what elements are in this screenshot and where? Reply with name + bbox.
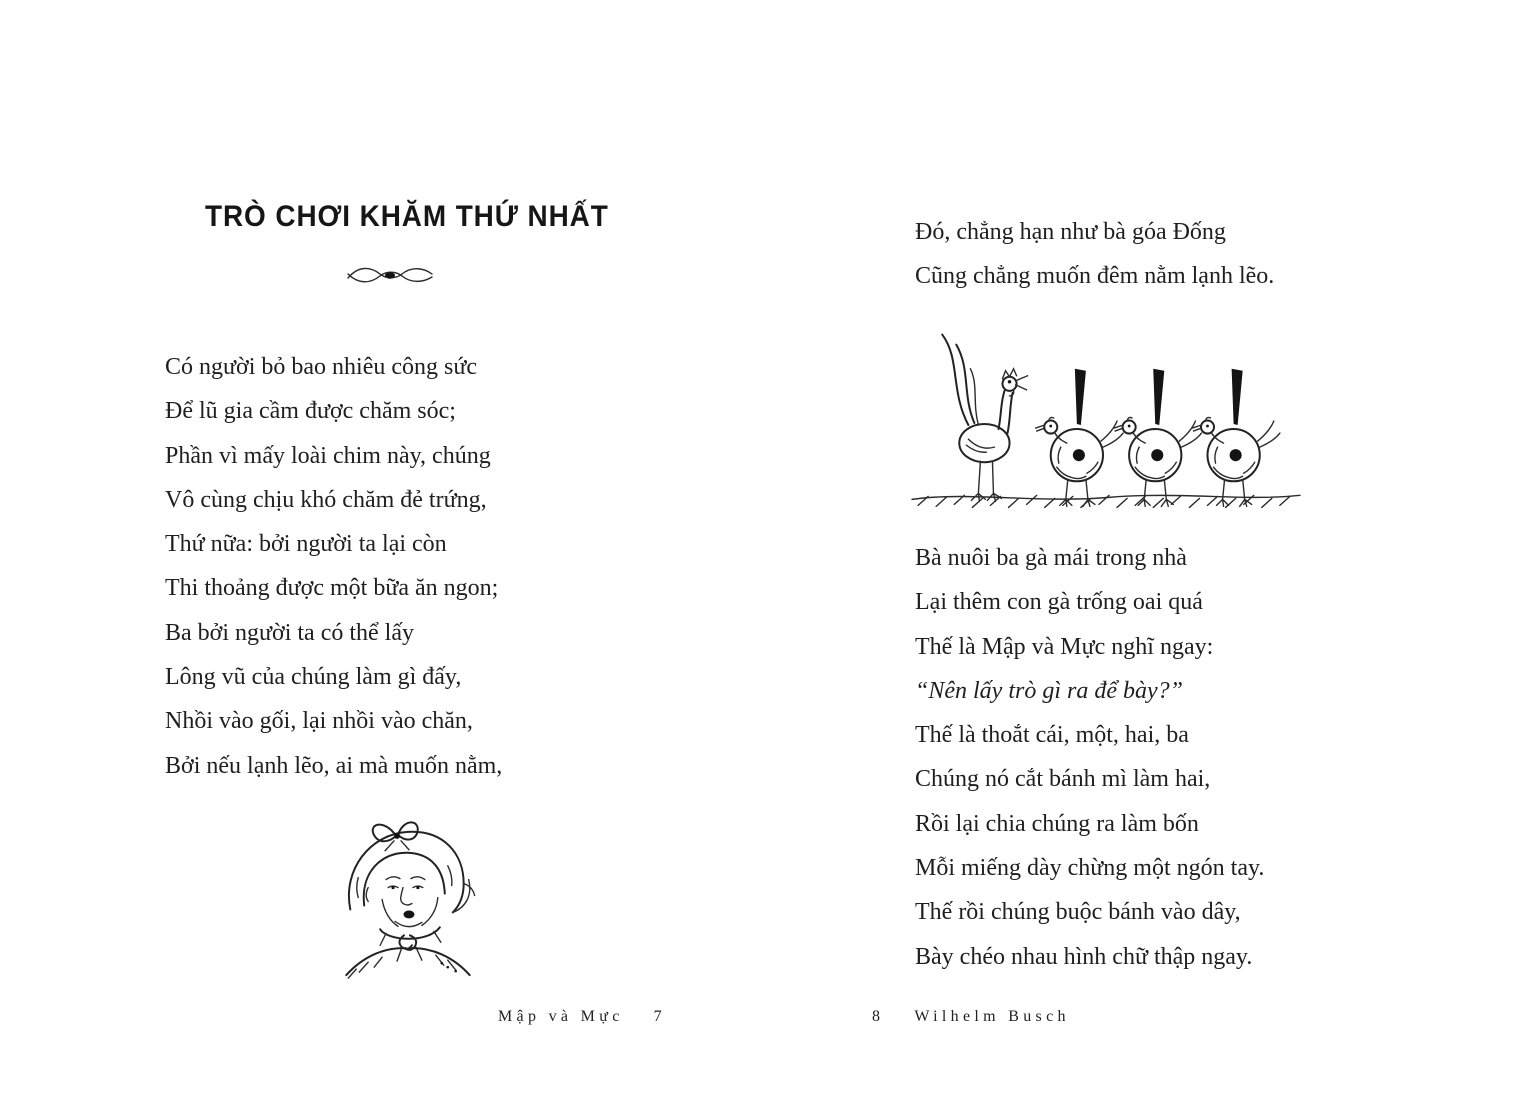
poem-line: Thế là Mập và Mực nghĩ ngay: <box>915 633 1214 660</box>
poem-line: Phần vì mấy loài chim này, chúng <box>165 442 491 469</box>
author-name: Wilhelm Busch <box>914 1008 1070 1025</box>
flourish-ornament-icon <box>344 260 436 292</box>
poem-line: Lông vũ của chúng làm gì đấy, <box>165 664 462 691</box>
page-number-left: 7 <box>653 1008 666 1025</box>
rooster-figure <box>942 335 1027 502</box>
right-poem-bottom <box>915 536 1264 979</box>
poem-line: Ba bởi người ta có thể lấy <box>165 619 414 646</box>
poem-line: Mỗi miếng dày chừng một ngón tay. <box>915 855 1265 882</box>
page-number-right: 8 <box>872 1008 885 1025</box>
poem-line: “Nên lấy trò gì ra để bày?” <box>915 677 1183 704</box>
right-poem-top <box>915 210 1274 299</box>
left-poem <box>165 345 502 788</box>
running-title: Mập và Mực <box>498 1008 624 1025</box>
poem-line: Bày chéo nhau hình chữ thập ngay. <box>915 943 1253 970</box>
rooster-and-hens-illustration <box>898 326 1310 516</box>
poem-line: Đó, chẳng hạn như bà góa Đống <box>915 219 1226 245</box>
poem-line: Bởi nếu lạnh lẽo, ai mà muốn nằm, <box>165 752 503 779</box>
chapter-title: TRÒ CHƠI KHĂM THỨ NHẤT <box>205 200 609 233</box>
poem-line: Nhồi vào gối, lại nhồi vào chăn, <box>165 708 473 735</box>
poem-line: Thế rồi chúng buộc bánh vào dây, <box>915 899 1241 926</box>
poem-line: Rồi lại chia chúng ra làm bốn <box>915 810 1199 837</box>
poem-line: Thế là thoắt cái, một, hai, ba <box>915 722 1189 749</box>
poem-line: Cũng chẳng muốn đêm nằm lạnh lẽo. <box>915 263 1275 290</box>
poem-line: Thi thoảng được một bữa ăn ngon; <box>165 575 499 602</box>
left-page-footer <box>498 1008 666 1026</box>
poem-line: Để lũ gia cầm được chăm sóc; <box>165 398 456 425</box>
poem-line: Có người bỏ bao nhiêu công sức <box>165 354 477 380</box>
poem-line: Bà nuôi ba gà mái trong nhà <box>915 545 1187 571</box>
poem-line: Vô cùng chịu khó chăm đẻ trứng, <box>165 486 487 513</box>
widow-portrait-illustration <box>296 808 510 992</box>
poem-line: Chúng nó cắt bánh mì làm hai, <box>915 766 1211 793</box>
poem-line: Thứ nữa: bởi người ta lại còn <box>165 531 447 558</box>
right-page-footer <box>872 1008 1070 1026</box>
poem-line: Lại thêm con gà trống oai quá <box>915 589 1203 616</box>
